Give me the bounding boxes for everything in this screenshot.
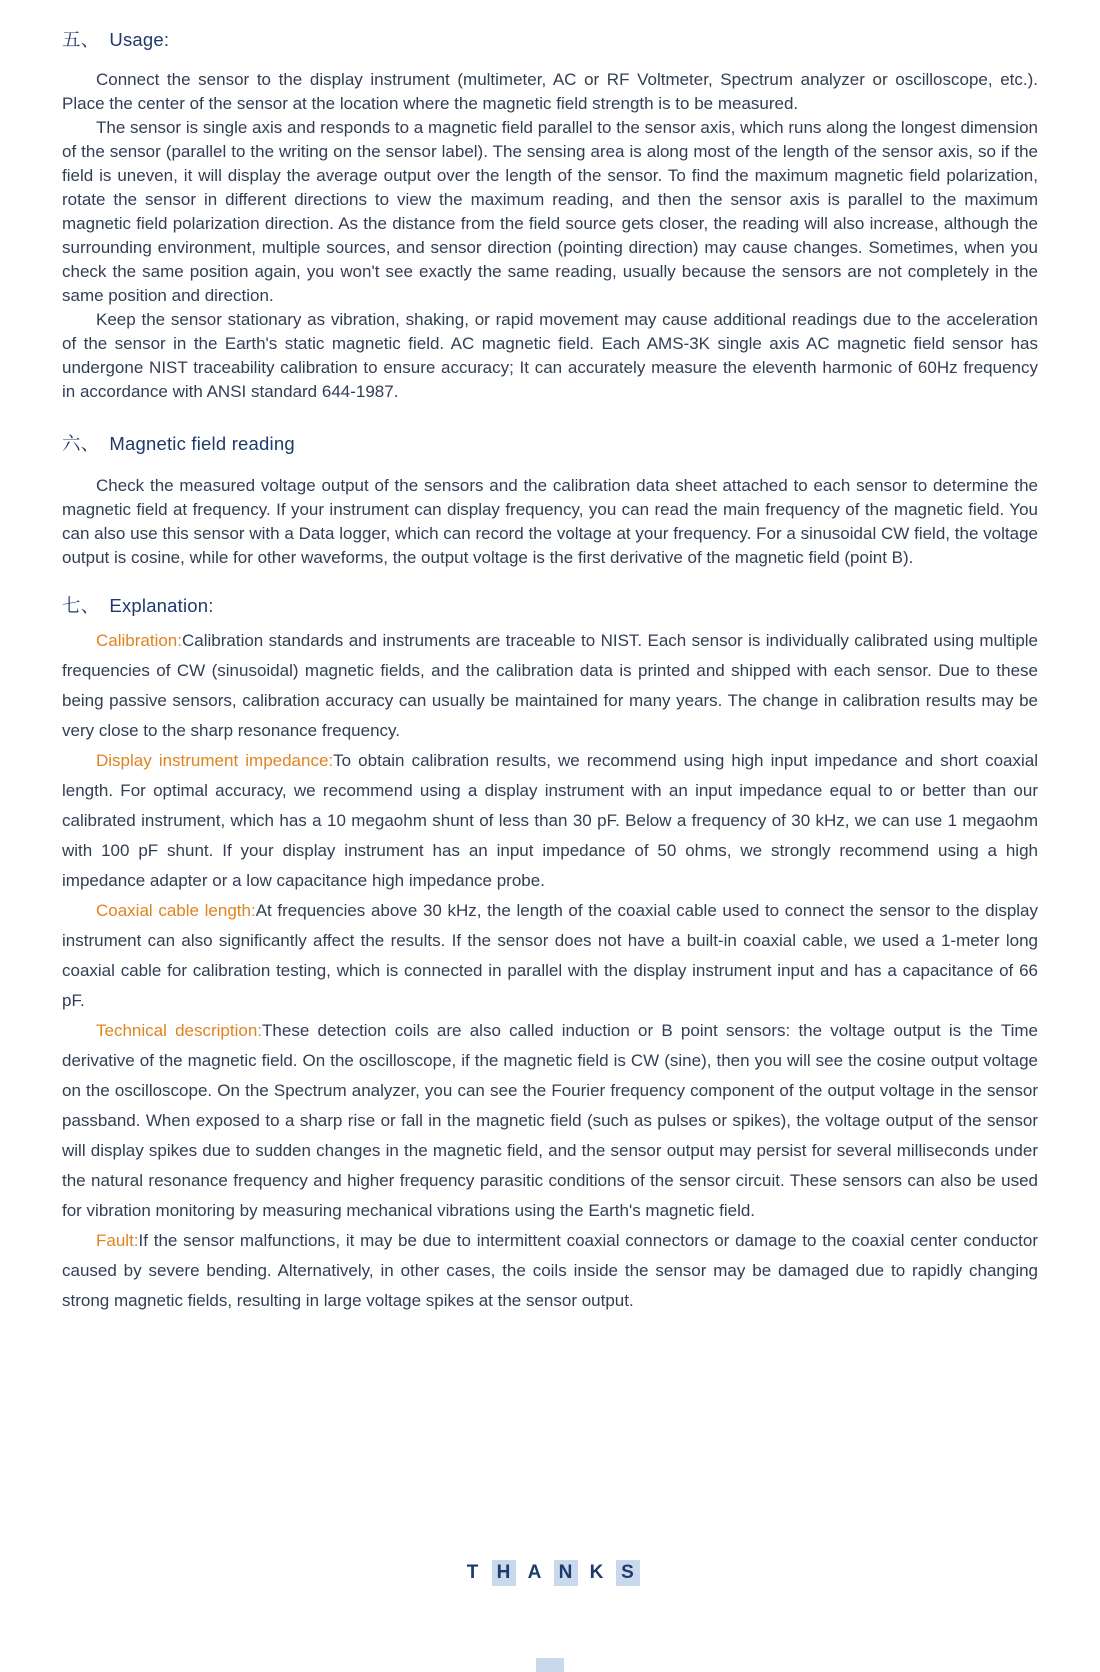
technical-text: These detection coils are also called induction or B point sensors: the voltage output is the Time derivative of the magnetic field. On the oscilloscope, if the magnetic field is CW (sine), then you will see the cosine output voltage on the oscilloscope. On the Spectrum analyzer, you can see the Fourier frequency component of the output voltage in the sensor passband. When exposed to a sharp rise or fall in the magnetic field (such as pulses or spikes), the voltage output of the sensor will display spikes due to sudden changes in the magnetic field, and the sensor output may persist for several milliseconds under the natural resonance frequency and higher frequency parasitic conditions of the sensor circuit. These sensors can also be used for vibration monitoring by measuring mechanical vibrations using the Earth's magnetic field. [62, 1021, 1039, 1220]
thanks-text [0, 1560, 1100, 1586]
decorative-square [536, 1658, 564, 1672]
section-heading-label: Usage: [109, 29, 170, 50]
page-footer [0, 1502, 1100, 1672]
calibration-label: Calibration: [96, 631, 182, 650]
explanation-item-technical [62, 1016, 1038, 1226]
section-heading-label: Magnetic field reading [109, 433, 295, 454]
usage-paragraph-3: Keep the sensor stationary as vibration, shaking, or rapid movement may cause additional readings due to the acceleration of the sensor in the Earth's static magnetic field. AC magnetic field. Each AMS-3K single axis AC magnetic field sensor has undergone NIST traceability calibration to ensure accuracy; It can accurately measure the eleventh harmonic of 60Hz frequency in accordance with ANSI standard 644-1987. [62, 310, 1038, 401]
thanks-letter-highlighted: H [492, 1560, 516, 1586]
reading-paragraph-1: Check the measured voltage output of the sensors and the calibration data sheet attached to each sensor to determine the magnetic field at frequency. If your instrument can display frequency, you can read the main frequency of the magnetic field. You can also use this sensor with a Data logger, which can record the voltage at your frequency. For a sinusoidal CW field, the voltage output is cosine, while for other waveforms, the output voltage is the first derivative of the magnetic field (point B). [62, 476, 1038, 567]
section-explanation [62, 592, 1038, 1316]
section-number-cn: 七、 [62, 595, 100, 616]
section-number-cn: 六、 [62, 433, 100, 454]
explanation-item-fault [62, 1226, 1038, 1316]
thanks-letter-highlighted: S [616, 1560, 640, 1586]
technical-label: Technical description: [96, 1021, 263, 1040]
thanks-letter: K [589, 1562, 604, 1583]
section-heading-label: Explanation: [109, 595, 214, 616]
section-explanation-heading [62, 592, 1038, 618]
impedance-label: Display instrument impedance: [96, 751, 334, 770]
section-magnetic-field-reading [62, 430, 1038, 570]
explanation-item-coaxial [62, 896, 1038, 1016]
calibration-text: Calibration standards and instruments are traceable to NIST. Each sensor is individually calibrated using multiple frequencies of CW (sinusoidal) magnetic fields, and the calibration data is printed and shipped with each sensor. Due to these being passive sensors, calibration accuracy can usually be maintained for many years. The change in calibration results may be very close to the sharp resonance frequency. [62, 631, 1038, 740]
section-reading-heading [62, 430, 1038, 456]
usage-paragraph-2: The sensor is single axis and responds to a magnetic field parallel to the sensor axis, which runs along the longest dimension of the sensor (parallel to the writing on the sensor label). The sensing area is along most of the length of the sensor axis, so if the field is uneven, it will display the average output over the length of the sensor. To find the maximum magnetic field polarization, rotate the sensor in different directions to view the maximum reading, and then the sensor axis is parallel to the maximum magnetic field polarization direction. As the distance from the field source gets closer, the reading will also increase, although the surrounding environment, multiple sources, and sensor direction (pointing direction) may cause changes. Sometimes, when you check the same position again, you won't see exactly the same reading, usually because the sensors are not completely in the same position and direction. [62, 118, 1038, 305]
coaxial-label: Coaxial cable length: [96, 901, 256, 920]
section-usage [62, 26, 1038, 404]
explanation-item-impedance [62, 746, 1038, 896]
thanks-letter: T [466, 1562, 479, 1583]
fault-label: Fault: [96, 1231, 139, 1250]
section-number-cn: 五、 [62, 29, 100, 50]
explanation-item-calibration [62, 626, 1038, 746]
usage-paragraph-1: Connect the sensor to the display instrument (multimeter, AC or RF Voltmeter, Spectrum analyzer or oscilloscope, etc.). Place the center of the sensor at the location where the magnetic field strength is to be measured. [62, 70, 1038, 113]
coaxial-text: At frequencies above 30 kHz, the length of the coaxial cable used to connect the sensor to the display instrument can also significantly affect the results. If the sensor does not have a built-in coaxial cable, we used a 1-meter long coaxial cable for calibration testing, which is connected in parallel with the display instrument input and has a capacitance of 66 pF. [62, 901, 1039, 1010]
impedance-text: To obtain calibration results, we recommend using high input impedance and short coaxial length. For optimal accuracy, we recommend using a display instrument with an input impedance equal to or better than our calibrated instrument, which has a 10 megaohm shunt of less than 30 pF. Below a frequency of 30 kHz, we can use 1 megaohm with 100 pF shunt. If your display instrument has an input impedance of 50 ohms, we strongly recommend using a high impedance adapter or a low capacitance high impedance probe. [62, 751, 1038, 890]
section-usage-heading [62, 26, 1038, 52]
thanks-letter: A [527, 1562, 542, 1583]
fault-text: If the sensor malfunctions, it may be due to intermittent coaxial connectors or damage to the coaxial center conductor caused by severe bending. Alternatively, in other cases, the coils inside the sensor may be damaged due to rapidly changing strong magnetic fields, resulting in large voltage spikes at the sensor output. [62, 1231, 1038, 1310]
thanks-letter-highlighted: N [554, 1560, 578, 1586]
